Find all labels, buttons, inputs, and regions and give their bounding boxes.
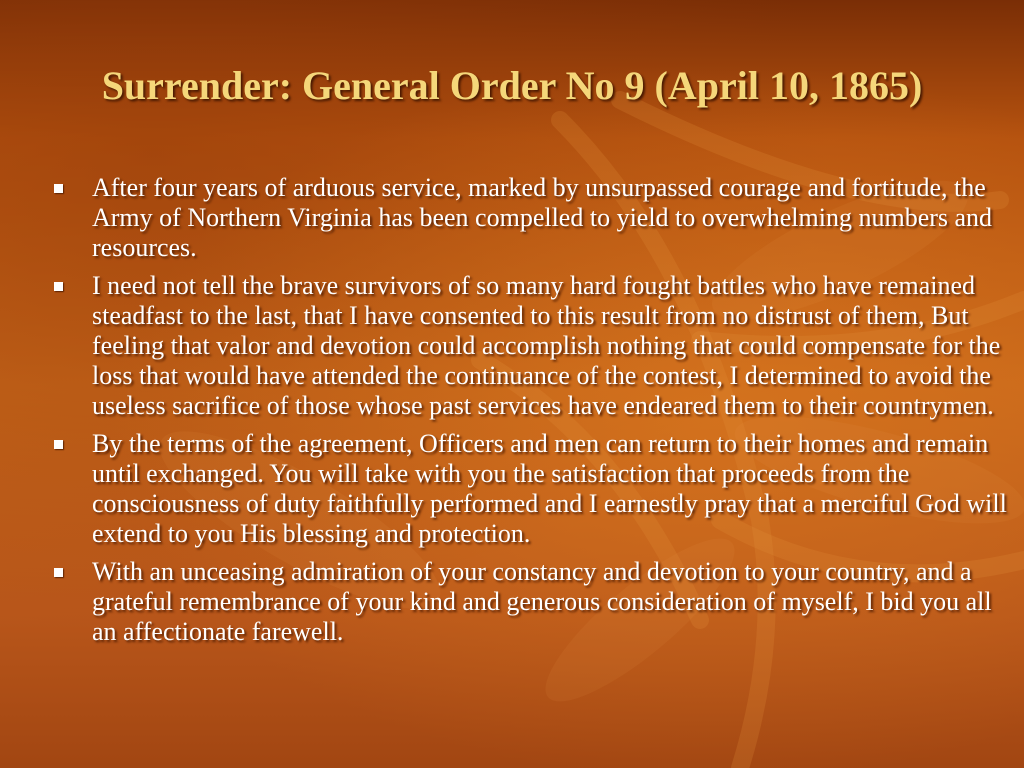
bullet-item <box>52 557 1014 647</box>
bullet-text: By the terms of the agreement, Officers and men can return to their homes and remain until exchanged. You will take with you the satisfaction that proceeds from the consciousness of duty faithfully performed and I earnestly pray that a merciful God will extend to you His blessing and protection. <box>92 429 1007 548</box>
bullet-item <box>52 173 1014 263</box>
square-bullet-icon <box>54 184 63 193</box>
bullet-item <box>52 429 1014 549</box>
bullet-text: I need not tell the brave survivors of so many hard fought battles who have remained steadfast to the last, that I have consented to this result from no distrust of them, But feeling that valor and devotion could accomplish nothing that could compensate for the loss that would have attended the continuance of the contest, I determined to avoid the useless sacrifice of those whose past services have endeared them to their countrymen. <box>92 271 1001 420</box>
bullet-text: With an unceasing admiration of your constancy and devotion to your country, and a grateful remembrance of your kind and generous consideration of myself, I bid you all an affectionate farewell. <box>92 557 992 646</box>
bullet-text: After four years of arduous service, marked by unsurpassed courage and fortitude, the Army of Northern Virginia has been compelled to yield to overwhelming numbers and resources. <box>92 173 993 262</box>
bullet-item <box>52 271 1014 421</box>
slide-title: Surrender: General Order No 9 (April 10, 1865) <box>101 63 923 108</box>
square-bullet-icon <box>54 568 63 577</box>
square-bullet-icon <box>54 440 63 449</box>
square-bullet-icon <box>54 282 63 291</box>
bullet-list <box>52 173 1014 655</box>
